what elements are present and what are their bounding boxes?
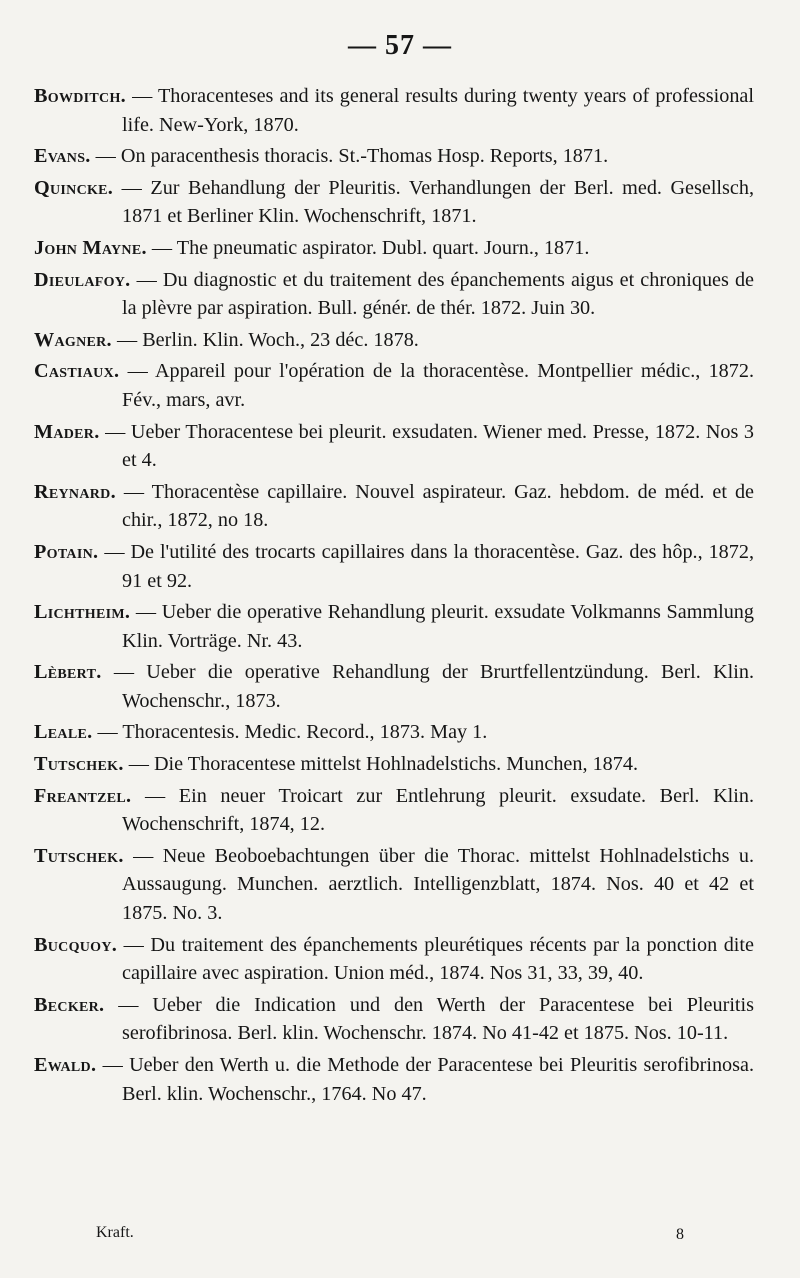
entry-text: — Thoracentèse capillaire. Nouvel aspirateur. Gaz. hebdom. de méd. et de chir., 1872, no 18. (122, 480, 754, 532)
bibliography-entry (34, 82, 754, 139)
entry-text: — Neue Beoboebachtungen über die Thorac. mittelst Hohlnadelstichs u. Aussaugung. Munchen. aerztlich. Intelligenzblatt, 1874. Nos. 40 et 42 et 1875. No. 3. (122, 844, 754, 925)
bibliography-entry (34, 142, 754, 171)
bibliography-entry (34, 418, 754, 475)
entry-text: — On paracenthesis thoracis. St.-Thomas Hosp. Reports, 1871. (95, 145, 609, 168)
entry-text: — Ueber die Indication und den Werth der Paracentese bei Pleuritis serofibrinosa. Berl. klin. Wochenschr. 1874. No 41-42 et 1875. Nos. 10-11. (118, 993, 755, 1045)
entry-author: Wagner. (34, 328, 112, 351)
entry-text: — Thoracenteses and its general results during twenty years of professional life. New-York, 1870. (122, 85, 754, 136)
entry-text: — Die Thoracentese mittelst Hohlnadelstichs. Munchen, 1874. (128, 753, 638, 776)
bibliography-entry (34, 538, 754, 595)
footer-signature: Kraft. (96, 1224, 134, 1241)
entry-text: — De l'utilité des trocarts capillaires dans la thoracentèse. Gaz. des hôp., 1872, 91 et 92. (104, 540, 755, 592)
entry-author: Tutschek. (34, 844, 124, 867)
entry-author: Potain. (34, 540, 99, 563)
bibliography-entry (34, 842, 754, 928)
entry-text: — Zur Behandlung der Pleuritis. Verhandlungen der Berl. med. Gesellsch, 1871 et Berliner Klin. Wochenschrift, 1871. (121, 176, 754, 228)
entry-text: — Ueber die operative Rehandlung pleurit. exsudate Volkmanns Sammlung Klin. Vorträge. Nr. 43. (122, 601, 754, 652)
entry-author: Leale. (34, 721, 93, 744)
entry-author: Mader. (34, 420, 100, 443)
entry-author: Quincke. (34, 176, 114, 199)
bibliography-entry (34, 750, 754, 779)
entry-text: — Thoracentesis. Medic. Record., 1873. May 1. (97, 721, 488, 744)
entry-author: Lèbert. (34, 661, 102, 684)
bibliography-entry (34, 782, 754, 839)
bibliography-entry (34, 234, 754, 263)
entry-author: Castiaux. (34, 360, 120, 383)
bibliography-entry (34, 931, 754, 988)
bibliography-entry (34, 357, 754, 414)
bibliography-entry (34, 326, 754, 355)
entry-author: Tutschek. (34, 753, 124, 776)
entry-author: Ewald. (34, 1054, 97, 1076)
bibliography-entry (34, 174, 754, 231)
entry-text: — Ein neuer Troicart zur Entlehrung pleurit. exsudate. Berl. Klin. Wochenschrift, 1874, 12. (122, 784, 755, 836)
bibliography-entry (34, 598, 754, 655)
entry-text: — Ueber Thoracentese bei pleurit. exsudaten. Wiener med. Presse, 1872. Nos 3 et 4. (105, 420, 755, 472)
bibliography-entry (34, 658, 754, 715)
bibliography-entry (34, 991, 754, 1048)
entry-author: Reynard. (34, 480, 116, 503)
entry-text: — The pneumatic aspirator. Dubl. quart. Journ., 1871. (151, 236, 590, 259)
page-number: — 57 — (348, 30, 452, 61)
entry-text: — Du diagnostic et du traitement des épanchements aigus et chroniques de la plèvre par aspiration. Bull. génér. de thér. 1872. Juin 30. (122, 268, 755, 320)
entry-text: — Berlin. Klin. Woch., 23 déc. 1878. (116, 328, 419, 351)
entry-author: Lichtheim. (34, 601, 131, 624)
bibliography-entry (34, 1051, 754, 1108)
entry-author: Bucquoy. (34, 933, 118, 956)
entry-author: Freantzel. (34, 784, 132, 807)
footer-signature-mark: 8 (676, 1226, 684, 1243)
entry-text: — Ueber den Werth u. die Methode der Paracentese bei Pleuritis serofibrinosa. Berl. klin. Wochenschr., 1764. No 47. (102, 1054, 754, 1105)
entry-author: Dieulafoy. (34, 268, 131, 291)
bibliography-entry (34, 266, 754, 323)
entry-text: — Du traitement des épanchements pleurétiques récents par la ponction dite capillaire avec aspiration. Union méd., 1874. Nos 31, 33, 39, 40. (122, 933, 754, 985)
entry-author: John Mayne. (34, 236, 147, 259)
entry-author: Becker. (34, 993, 105, 1016)
entry-text: — Ueber die operative Rehandlung der Brurtfellentzündung. Berl. Klin. Wochenschr., 1873. (113, 661, 755, 712)
entry-author: Bowditch. (34, 85, 126, 107)
bibliography-entry (34, 718, 754, 747)
entry-text: — Appareil pour l'opération de la thoracentèse. Montpellier médic., 1872. Fév., mars, avr. (122, 360, 754, 411)
bibliography-list (34, 82, 754, 1111)
bibliography-entry (34, 478, 754, 535)
entry-author: Evans. (34, 145, 91, 168)
